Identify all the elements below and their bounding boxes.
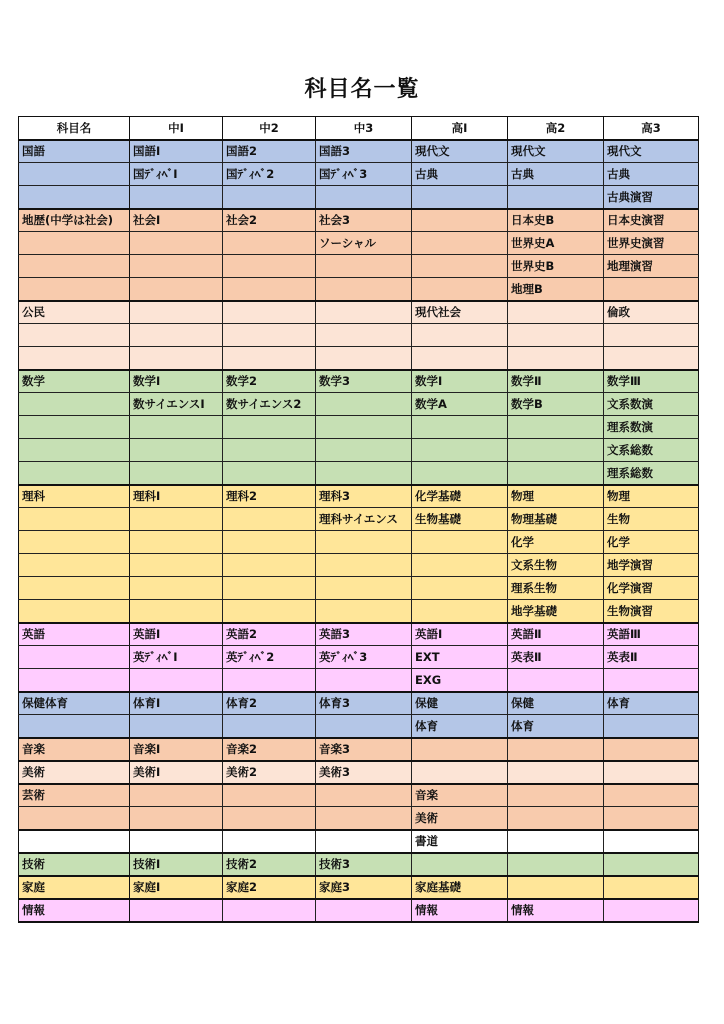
course-cell	[508, 439, 604, 462]
course-cell: 技術3	[316, 853, 412, 876]
course-cell: 体育3	[316, 692, 412, 715]
course-cell: 物理基礎	[508, 508, 604, 531]
table-row	[19, 301, 699, 324]
course-cell: 英語Ⅲ	[604, 623, 699, 646]
course-cell: 家庭3	[316, 876, 412, 899]
table-row	[19, 462, 699, 485]
course-cell	[223, 347, 316, 370]
course-cell	[130, 830, 223, 853]
course-cell	[223, 278, 316, 301]
course-cell: 英語Ⅰ	[412, 623, 508, 646]
course-cell	[604, 876, 699, 899]
course-cell: 世界史A	[508, 232, 604, 255]
course-cell: 化学演習	[604, 577, 699, 600]
course-cell	[130, 600, 223, 623]
course-cell	[412, 209, 508, 232]
course-cell	[604, 715, 699, 738]
course-cell	[223, 324, 316, 347]
subject-name-cell: 英語	[19, 623, 130, 646]
course-cell: 古典	[508, 163, 604, 186]
table-row	[19, 899, 699, 922]
course-cell	[412, 255, 508, 278]
table-row	[19, 761, 699, 784]
course-cell	[604, 853, 699, 876]
subject-name-cell	[19, 646, 130, 669]
subject-name-cell	[19, 416, 130, 439]
table-row	[19, 209, 699, 232]
subject-name-cell	[19, 600, 130, 623]
course-cell	[604, 738, 699, 761]
subject-name-cell: 数学	[19, 370, 130, 393]
subject-name-cell: 美術	[19, 761, 130, 784]
course-cell	[508, 669, 604, 692]
table-row	[19, 324, 699, 347]
course-cell	[130, 324, 223, 347]
course-cell: 英語Ⅰ	[130, 623, 223, 646]
course-cell: 保健	[508, 692, 604, 715]
course-cell: 書道	[412, 830, 508, 853]
course-cell	[604, 278, 699, 301]
course-cell: 日本史演習	[604, 209, 699, 232]
table-row	[19, 669, 699, 692]
course-cell: 英ﾃﾞｨﾍﾞ2	[223, 646, 316, 669]
course-cell: 文系生物	[508, 554, 604, 577]
course-cell	[316, 462, 412, 485]
course-cell: 数学Ⅲ	[604, 370, 699, 393]
course-cell	[316, 577, 412, 600]
course-cell: 情報	[412, 899, 508, 922]
table-row	[19, 278, 699, 301]
table-row	[19, 623, 699, 646]
table-row	[19, 439, 699, 462]
course-cell	[316, 715, 412, 738]
course-cell: 体育	[508, 715, 604, 738]
course-cell	[223, 301, 316, 324]
table-row	[19, 186, 699, 209]
subject-name-cell: 公民	[19, 301, 130, 324]
subject-name-cell	[19, 439, 130, 462]
table-row	[19, 715, 699, 738]
course-cell	[130, 508, 223, 531]
course-cell	[316, 439, 412, 462]
course-cell: 美術2	[223, 761, 316, 784]
subject-table	[18, 116, 699, 923]
course-cell	[130, 531, 223, 554]
subject-name-cell: 地歴(中学は社会)	[19, 209, 130, 232]
table-row	[19, 416, 699, 439]
course-cell	[508, 416, 604, 439]
course-cell: 世界史演習	[604, 232, 699, 255]
table-row	[19, 232, 699, 255]
course-cell	[223, 807, 316, 830]
course-cell: 家庭2	[223, 876, 316, 899]
course-cell: 地学演習	[604, 554, 699, 577]
course-cell	[412, 439, 508, 462]
course-cell: 美術3	[316, 761, 412, 784]
course-cell: 文系総数	[604, 439, 699, 462]
course-cell	[316, 186, 412, 209]
course-cell	[412, 324, 508, 347]
course-cell	[412, 232, 508, 255]
course-cell: 理科3	[316, 485, 412, 508]
table-row	[19, 393, 699, 416]
course-cell	[316, 301, 412, 324]
course-cell: 社会3	[316, 209, 412, 232]
course-cell: 国語3	[316, 140, 412, 163]
table-row	[19, 531, 699, 554]
course-cell: 数サイエンス2	[223, 393, 316, 416]
course-cell: 数学B	[508, 393, 604, 416]
course-cell: 英語3	[316, 623, 412, 646]
course-cell: 技術Ⅰ	[130, 853, 223, 876]
course-cell	[316, 278, 412, 301]
course-cell	[412, 761, 508, 784]
course-cell: 英表Ⅱ	[604, 646, 699, 669]
course-cell	[412, 738, 508, 761]
subject-name-cell: 国語	[19, 140, 130, 163]
subject-name-cell	[19, 163, 130, 186]
subject-name-cell: 音楽	[19, 738, 130, 761]
course-cell: ソーシャル	[316, 232, 412, 255]
course-cell	[130, 347, 223, 370]
subject-name-cell	[19, 324, 130, 347]
course-cell	[130, 807, 223, 830]
course-cell: 文系数演	[604, 393, 699, 416]
course-cell	[508, 761, 604, 784]
subject-name-cell: 情報	[19, 899, 130, 922]
course-cell	[223, 899, 316, 922]
table-row	[19, 853, 699, 876]
course-cell	[316, 784, 412, 807]
course-cell	[316, 531, 412, 554]
course-cell	[604, 807, 699, 830]
course-cell	[223, 508, 316, 531]
course-cell: 数学2	[223, 370, 316, 393]
course-cell	[130, 278, 223, 301]
subject-name-cell	[19, 508, 130, 531]
course-cell	[316, 324, 412, 347]
page-title: 科目名一覧	[304, 77, 420, 102]
course-cell	[604, 899, 699, 922]
header-cell: 中3	[316, 117, 412, 140]
course-cell: 体育2	[223, 692, 316, 715]
course-cell	[316, 669, 412, 692]
subject-name-cell	[19, 830, 130, 853]
course-cell: 国語Ⅰ	[130, 140, 223, 163]
course-cell	[223, 600, 316, 623]
course-cell	[316, 807, 412, 830]
course-cell	[508, 301, 604, 324]
course-cell	[223, 462, 316, 485]
course-cell: 英語2	[223, 623, 316, 646]
course-cell: 理科サイエンス	[316, 508, 412, 531]
course-cell	[508, 807, 604, 830]
course-cell	[130, 439, 223, 462]
course-cell: 美術	[412, 807, 508, 830]
course-cell: 地理B	[508, 278, 604, 301]
course-cell: 生物演習	[604, 600, 699, 623]
course-cell	[223, 416, 316, 439]
table-row	[19, 508, 699, 531]
course-cell: 古典演習	[604, 186, 699, 209]
course-cell: 家庭基礎	[412, 876, 508, 899]
course-cell	[223, 531, 316, 554]
table-row	[19, 807, 699, 830]
course-cell: 現代文	[508, 140, 604, 163]
course-cell	[130, 462, 223, 485]
course-cell	[223, 554, 316, 577]
course-cell	[412, 577, 508, 600]
subject-name-cell	[19, 186, 130, 209]
course-cell	[223, 186, 316, 209]
subject-name-cell	[19, 554, 130, 577]
course-cell: 日本史B	[508, 209, 604, 232]
course-cell: 音楽Ⅰ	[130, 738, 223, 761]
subject-name-cell	[19, 278, 130, 301]
course-cell	[412, 347, 508, 370]
course-cell: 美術Ⅰ	[130, 761, 223, 784]
table-row	[19, 554, 699, 577]
subject-name-cell	[19, 577, 130, 600]
course-cell: 現代文	[604, 140, 699, 163]
course-cell: 音楽3	[316, 738, 412, 761]
course-cell: 理系総数	[604, 462, 699, 485]
table-row	[19, 830, 699, 853]
table-row	[19, 370, 699, 393]
table-row	[19, 646, 699, 669]
course-cell: 数学3	[316, 370, 412, 393]
course-cell	[412, 600, 508, 623]
course-cell: 生物基礎	[412, 508, 508, 531]
header-cell: 高2	[508, 117, 604, 140]
course-cell: 地学基礎	[508, 600, 604, 623]
table-row	[19, 876, 699, 899]
table-row	[19, 255, 699, 278]
course-cell	[316, 255, 412, 278]
course-cell: 社会2	[223, 209, 316, 232]
course-cell: EXG	[412, 669, 508, 692]
course-cell: 英ﾃﾞｨﾍﾞ3	[316, 646, 412, 669]
course-cell	[508, 876, 604, 899]
subject-name-cell	[19, 255, 130, 278]
subject-name-cell	[19, 669, 130, 692]
course-cell	[604, 324, 699, 347]
course-cell: 数学Ⅰ	[130, 370, 223, 393]
table-row	[19, 163, 699, 186]
course-cell	[604, 669, 699, 692]
course-cell: 英表Ⅱ	[508, 646, 604, 669]
course-cell	[223, 830, 316, 853]
course-cell: 音楽	[412, 784, 508, 807]
course-cell: 数学A	[412, 393, 508, 416]
course-cell	[508, 830, 604, 853]
course-cell: 英語Ⅱ	[508, 623, 604, 646]
subject-name-cell: 理科	[19, 485, 130, 508]
course-cell: 理科2	[223, 485, 316, 508]
course-cell	[508, 186, 604, 209]
course-cell: 数学Ⅱ	[508, 370, 604, 393]
course-cell	[223, 715, 316, 738]
course-cell: 社会Ⅰ	[130, 209, 223, 232]
subject-name-cell	[19, 715, 130, 738]
header-cell: 高Ⅰ	[412, 117, 508, 140]
course-cell	[412, 531, 508, 554]
course-cell: 国ﾃﾞｨﾍﾞ3	[316, 163, 412, 186]
course-cell: 化学基礎	[412, 485, 508, 508]
course-cell	[316, 416, 412, 439]
subject-name-cell	[19, 347, 130, 370]
course-cell	[316, 347, 412, 370]
header-cell: 高3	[604, 117, 699, 140]
course-cell: 体育	[412, 715, 508, 738]
course-cell	[223, 669, 316, 692]
course-cell	[130, 784, 223, 807]
course-cell	[223, 784, 316, 807]
course-cell	[223, 439, 316, 462]
course-cell	[130, 301, 223, 324]
course-cell: 理科Ⅰ	[130, 485, 223, 508]
course-cell	[130, 255, 223, 278]
subject-name-cell: 保健体育	[19, 692, 130, 715]
course-cell	[508, 347, 604, 370]
header-cell: 中2	[223, 117, 316, 140]
course-cell	[508, 784, 604, 807]
course-cell: 理系生物	[508, 577, 604, 600]
header-cell: 中Ⅰ	[130, 117, 223, 140]
course-cell: 物理	[604, 485, 699, 508]
course-cell	[316, 393, 412, 416]
course-cell: 古典	[412, 163, 508, 186]
course-cell: 技術2	[223, 853, 316, 876]
course-cell	[130, 715, 223, 738]
course-cell: 英ﾃﾞｨﾍﾞⅠ	[130, 646, 223, 669]
subject-name-cell	[19, 531, 130, 554]
course-cell	[604, 830, 699, 853]
subject-name-cell	[19, 462, 130, 485]
course-cell	[316, 600, 412, 623]
course-cell: 体育Ⅰ	[130, 692, 223, 715]
course-cell: 保健	[412, 692, 508, 715]
course-cell	[223, 232, 316, 255]
subject-name-cell: 芸術	[19, 784, 130, 807]
course-cell: 国語2	[223, 140, 316, 163]
course-cell: EXT	[412, 646, 508, 669]
table-row	[19, 485, 699, 508]
course-cell: 地理演習	[604, 255, 699, 278]
course-cell: 世界史B	[508, 255, 604, 278]
course-cell	[130, 577, 223, 600]
course-cell	[130, 186, 223, 209]
table-body	[19, 140, 699, 922]
course-cell: 数学Ⅰ	[412, 370, 508, 393]
course-cell: 物理	[508, 485, 604, 508]
subject-name-cell: 家庭	[19, 876, 130, 899]
course-cell	[508, 853, 604, 876]
course-cell	[412, 554, 508, 577]
course-cell	[316, 830, 412, 853]
course-cell	[316, 554, 412, 577]
course-cell: 国ﾃﾞｨﾍﾞ2	[223, 163, 316, 186]
table-row	[19, 347, 699, 370]
subject-name-cell	[19, 393, 130, 416]
subject-name-cell: 技術	[19, 853, 130, 876]
course-cell: 情報	[508, 899, 604, 922]
subject-name-cell	[19, 232, 130, 255]
course-cell: 化学	[508, 531, 604, 554]
course-cell: 理系数演	[604, 416, 699, 439]
table-row	[19, 784, 699, 807]
course-cell	[130, 669, 223, 692]
course-cell	[508, 462, 604, 485]
course-cell	[508, 324, 604, 347]
course-cell	[223, 577, 316, 600]
course-cell	[604, 761, 699, 784]
table-row	[19, 140, 699, 163]
course-cell: 生物	[604, 508, 699, 531]
course-cell	[130, 232, 223, 255]
course-cell	[316, 899, 412, 922]
course-cell	[604, 784, 699, 807]
course-cell: 古典	[604, 163, 699, 186]
header-row	[19, 117, 699, 140]
table-row	[19, 692, 699, 715]
course-cell	[130, 554, 223, 577]
course-cell	[412, 416, 508, 439]
course-cell: 体育	[604, 692, 699, 715]
course-cell	[508, 738, 604, 761]
course-cell: 音楽2	[223, 738, 316, 761]
table-row	[19, 577, 699, 600]
subject-name-cell	[19, 807, 130, 830]
course-cell	[130, 416, 223, 439]
course-cell	[412, 462, 508, 485]
course-cell: 倫政	[604, 301, 699, 324]
course-cell: 国ﾃﾞｨﾍﾞⅠ	[130, 163, 223, 186]
course-cell	[412, 278, 508, 301]
course-cell	[604, 347, 699, 370]
course-cell: 化学	[604, 531, 699, 554]
table-row	[19, 738, 699, 761]
course-cell	[412, 853, 508, 876]
course-cell	[223, 255, 316, 278]
course-cell	[130, 899, 223, 922]
course-cell: 現代社会	[412, 301, 508, 324]
header-cell: 科目名	[19, 117, 130, 140]
table-row	[19, 600, 699, 623]
course-cell: 家庭Ⅰ	[130, 876, 223, 899]
course-cell: 数サイエンスⅠ	[130, 393, 223, 416]
course-cell: 現代文	[412, 140, 508, 163]
course-cell	[412, 186, 508, 209]
